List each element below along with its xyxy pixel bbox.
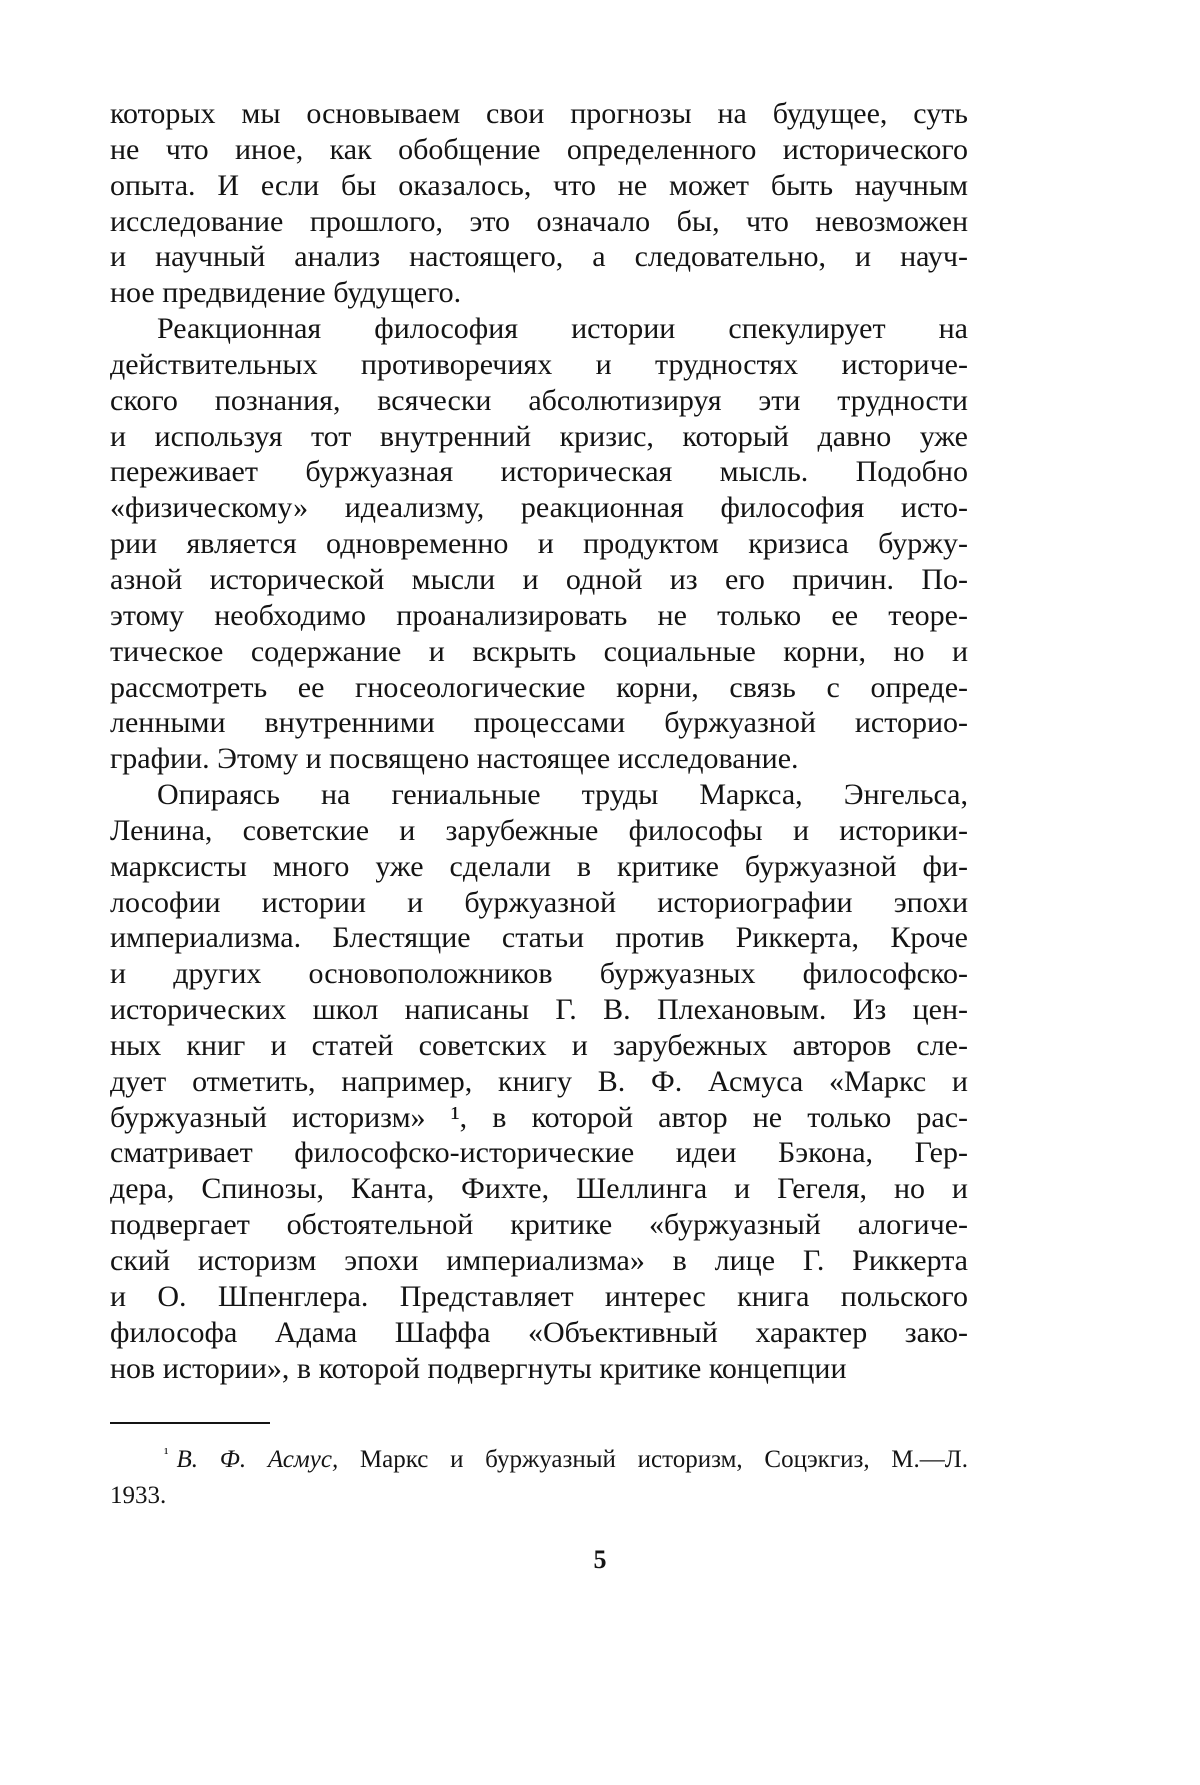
text-line: ского познания, всячески абсолютизируя эти трудности [110,383,968,417]
text-line: ное предвидение будущего. [110,276,462,310]
text-line: азной исторической мысли и одной из его причин. По- [110,562,968,596]
text-line: тическое содержание и вскрыть социальные корни, но и [110,634,968,668]
footnote-line-2 [110,1478,968,1514]
text-line: Реакционная философия истории спекулирует на [157,312,968,346]
text-line: сматривает философско-исторические идеи Бэкона, Гер- [110,1136,968,1170]
footnote-author: В. Ф. Асмус, [176,1446,339,1473]
text-line: исторических школ написаны Г. В. Плехановым. Из цен- [110,993,968,1027]
text-line: исследование прошлого, это означало бы, что невозможен [110,204,968,238]
footnote-marker: ¹ [164,1445,169,1462]
text-line: подвергает обстоятельной критике «буржуазный алогиче- [110,1208,968,1242]
text-line: ленными внутренними процессами буржуазной историо- [110,706,968,740]
text-line: ных книг и статей советских и зарубежных авторов сле- [110,1028,968,1062]
text-line: империализма. Блестящие статьи против Риккерта, Кроче [110,921,968,955]
body-text [110,96,968,1386]
text-line: переживает буржуазная историческая мысль. Подобно [110,455,968,489]
text-line: философа Адама Шаффа «Объективный характер зако- [110,1315,968,1349]
footnote-text: Маркс и буржуазный историзм, Соцэкгиз, М.—Л. [359,1446,968,1473]
text-line: марксисты много уже сделали в критике буржуазной фи- [110,849,968,883]
text-line: и О. Шпенглера. Представляет интерес книга польского [110,1279,968,1313]
page-number: 5 [593,1545,607,1574]
paragraph [110,777,968,1386]
footnote-separator [110,1422,270,1424]
text-line: лософии истории и буржуазной историографии эпохи [110,885,968,919]
text-line: графии. Этому и посвящено настоящее исследование. [110,742,799,776]
text-line: которых мы основываем свои прогнозы на будущее, суть [110,97,968,130]
text-line: дует отметить, например, книгу В. Ф. Асмуса «Маркс и [110,1064,968,1098]
text-line: действительных противоречиях и трудностях историче- [110,347,968,381]
text-line: не что иное, как обобщение определенного исторического [110,132,968,166]
text-line: «физическому» идеализму, реакционная философия исто- [110,491,968,525]
text-line: и используя тот внутренний кризис, который давно уже [110,419,968,453]
paragraph [110,311,968,777]
text-line: опыта. И если бы оказалось, что не может быть научным [110,168,968,202]
text-line: буржуазный историзм» ¹, в которой автор не только рас- [110,1100,968,1134]
text-line: Опираясь на гениальные труды Маркса, Энгельса, [157,778,968,812]
footnote-year: 1933. [110,1482,167,1509]
text-line: рии является одновременно и продуктом кризиса буржу- [110,527,968,561]
text-line: рассмотреть ее гносеологические корни, связь с опреде- [110,670,968,704]
text-line: и научный анализ настоящего, а следовательно, и науч- [110,240,968,274]
text-line: дера, Спинозы, Канта, Фихте, Шеллинга и Гегеля, но и [110,1172,968,1206]
paragraph [110,96,968,311]
footnote [110,1442,968,1514]
text-line: Ленина, советские и зарубежные философы и историки- [110,813,968,847]
text-line: нов истории», в которой подвергнуты критике концепции [110,1351,847,1385]
text-line: ский историзм эпохи империализма» в лице Г. Риккерта [110,1244,968,1277]
text-line: и других основоположников буржуазных философско- [110,957,968,991]
footnote-line-1 [110,1442,968,1478]
text-line: этому необходимо проанализировать не только ее теоре- [110,598,968,632]
